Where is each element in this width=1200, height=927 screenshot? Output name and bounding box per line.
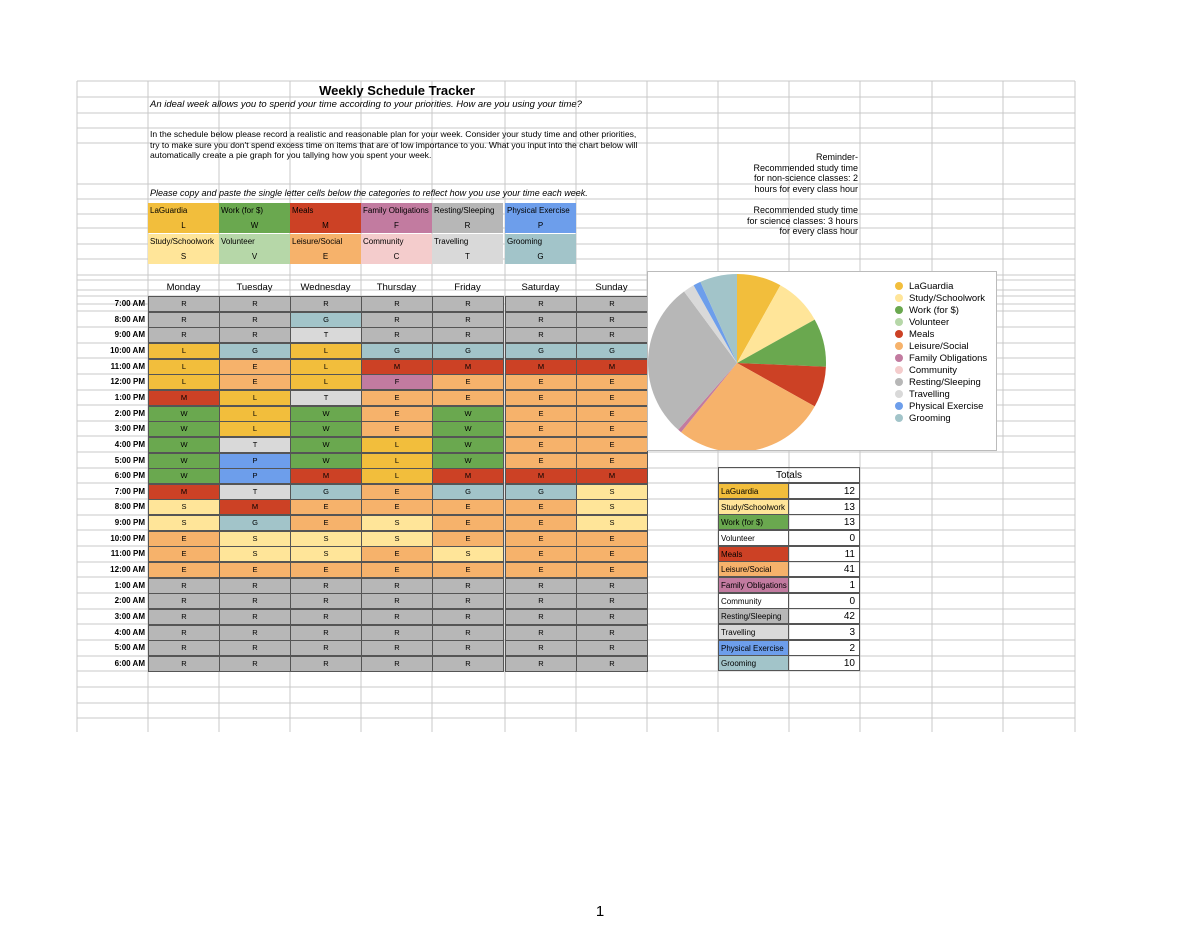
pie-legend-label: Community <box>909 365 958 376</box>
schedule-cell[interactable]: R <box>219 296 291 312</box>
legend-swatch-icon <box>895 366 903 374</box>
schedule-cell[interactable]: L <box>219 406 291 422</box>
schedule-cell[interactable]: W <box>290 406 362 422</box>
schedule-cell[interactable]: R <box>505 312 577 328</box>
pie-legend-item <box>895 281 953 293</box>
legend-swatch-icon <box>895 294 903 302</box>
schedule-cell[interactable]: G <box>290 312 362 328</box>
totals-value: 0 <box>788 593 860 609</box>
time-label: 10:00 AM <box>110 346 145 355</box>
schedule-cell[interactable]: E <box>148 531 220 547</box>
schedule-cell[interactable]: G <box>505 484 577 500</box>
schedule-cell[interactable]: R <box>219 578 291 594</box>
study-reminder: Reminder- Recommended study time for non-science classes: 2 hours for every class hour Recommended study time for science classes: 3 hours for every class hour <box>746 152 858 237</box>
schedule-cell[interactable]: T <box>290 390 362 406</box>
schedule-cell[interactable]: R <box>148 656 220 672</box>
schedule-cell[interactable]: E <box>505 499 577 515</box>
schedule-cell[interactable]: R <box>576 656 648 672</box>
schedule-cell[interactable]: E <box>576 421 648 437</box>
schedule-cell[interactable]: R <box>148 593 220 609</box>
schedule-cell[interactable]: E <box>432 562 504 578</box>
schedule-cell[interactable]: G <box>432 484 504 500</box>
schedule-cell[interactable]: E <box>505 421 577 437</box>
schedule-cell[interactable]: W <box>290 437 362 453</box>
schedule-cell[interactable]: E <box>219 562 291 578</box>
schedule-cell[interactable]: M <box>148 484 220 500</box>
totals-value: 0 <box>788 530 860 546</box>
category-label: Family Obligations <box>361 203 432 218</box>
schedule-cell[interactable]: R <box>361 296 433 312</box>
totals-label: Volunteer <box>718 530 789 546</box>
schedule-cell[interactable]: E <box>361 484 433 500</box>
legend-swatch-icon <box>895 354 903 362</box>
schedule-cell[interactable]: M <box>432 359 504 375</box>
schedule-cell[interactable]: S <box>576 484 648 500</box>
schedule-cell[interactable]: R <box>432 609 504 625</box>
schedule-cell[interactable]: R <box>148 609 220 625</box>
schedule-cell[interactable]: R <box>505 640 577 656</box>
totals-label: Resting/Sleeping <box>718 608 789 624</box>
legend-swatch-icon <box>895 402 903 410</box>
schedule-cell[interactable]: S <box>361 515 433 531</box>
copy-note: Please copy and paste the single letter cells below the categories to reflect how you use your time each week. <box>150 188 588 198</box>
totals-label: Grooming <box>718 655 789 671</box>
schedule-cell[interactable]: R <box>219 640 291 656</box>
schedule-cell[interactable]: R <box>432 640 504 656</box>
schedule-cell[interactable]: R <box>576 578 648 594</box>
totals-label: Community <box>718 593 789 609</box>
schedule-cell[interactable]: S <box>148 515 220 531</box>
schedule-cell[interactable]: R <box>432 656 504 672</box>
schedule-cell[interactable]: W <box>432 406 504 422</box>
schedule-cell[interactable]: E <box>505 406 577 422</box>
schedule-cell[interactable]: R <box>576 593 648 609</box>
legend-swatch-icon <box>895 306 903 314</box>
schedule-cell[interactable]: E <box>432 515 504 531</box>
schedule-cell[interactable]: R <box>505 593 577 609</box>
schedule-cell[interactable]: S <box>219 546 291 562</box>
schedule-cell[interactable]: W <box>290 421 362 437</box>
schedule-cell[interactable]: E <box>290 499 362 515</box>
day-header: Thursday <box>376 282 417 293</box>
legend-swatch-icon <box>895 342 903 350</box>
schedule-cell[interactable]: L <box>219 390 291 406</box>
schedule-cell[interactable]: W <box>290 453 362 469</box>
schedule-cell[interactable]: R <box>505 609 577 625</box>
time-label: 3:00 PM <box>114 424 145 433</box>
pie-legend-label: Volunteer <box>909 317 950 328</box>
pie-legend-item <box>895 305 959 317</box>
legend-swatch-icon <box>895 378 903 386</box>
totals-label: Travelling <box>718 624 789 640</box>
schedule-cell[interactable]: E <box>361 390 433 406</box>
totals-value: 2 <box>788 640 860 656</box>
category-label: Community <box>361 234 432 249</box>
time-label: 9:00 PM <box>114 518 145 527</box>
category-label: Travelling <box>432 234 503 249</box>
schedule-cell[interactable]: E <box>432 390 504 406</box>
time-label: 5:00 PM <box>114 456 145 465</box>
schedule-cell[interactable]: W <box>432 437 504 453</box>
pie-legend-item <box>895 293 985 305</box>
schedule-cell[interactable]: E <box>432 531 504 547</box>
schedule-cell[interactable]: R <box>290 656 362 672</box>
time-label: 11:00 AM <box>110 362 145 371</box>
schedule-cell[interactable]: R <box>361 593 433 609</box>
schedule-cell[interactable]: M <box>505 468 577 484</box>
pie-legend-label: Resting/Sleeping <box>909 377 981 388</box>
schedule-cell[interactable]: E <box>505 374 577 390</box>
day-header: Monday <box>166 282 201 293</box>
category-code[interactable]: F <box>361 218 432 233</box>
schedule-cell[interactable]: S <box>576 499 648 515</box>
schedule-cell[interactable]: M <box>290 468 362 484</box>
category-code[interactable]: W <box>219 218 290 233</box>
pie-legend-item <box>895 413 951 425</box>
schedule-cell[interactable]: S <box>148 499 220 515</box>
pie-legend-label: Family Obligations <box>909 353 988 364</box>
category-label: Grooming <box>505 234 576 249</box>
time-label: 2:00 AM <box>114 596 145 605</box>
day-header: Friday <box>454 282 481 293</box>
schedule-cell[interactable]: S <box>361 531 433 547</box>
day-header: Tuesday <box>236 282 273 293</box>
schedule-cell[interactable]: S <box>432 546 504 562</box>
category-label: Leisure/Social <box>290 234 361 249</box>
totals-value: 41 <box>788 561 860 577</box>
category-label: Physical Exercise <box>505 203 576 218</box>
schedule-cell[interactable]: E <box>505 437 577 453</box>
schedule-cell[interactable]: E <box>361 421 433 437</box>
schedule-cell[interactable]: R <box>148 578 220 594</box>
schedule-cell[interactable]: L <box>219 421 291 437</box>
totals-value: 42 <box>788 608 860 624</box>
totals-header: Totals <box>718 467 860 483</box>
schedule-cell[interactable]: R <box>576 640 648 656</box>
schedule-cell[interactable]: R <box>432 312 504 328</box>
category-label: Study/Schoolwork <box>148 234 219 249</box>
schedule-cell[interactable]: G <box>505 343 577 359</box>
totals-label: Work (for $) <box>718 514 789 530</box>
time-label: 4:00 PM <box>114 440 145 449</box>
schedule-cell[interactable]: S <box>219 531 291 547</box>
category-code[interactable]: V <box>219 249 290 264</box>
schedule-cell[interactable]: P <box>219 468 291 484</box>
schedule-cell[interactable]: R <box>290 625 362 641</box>
totals-value: 3 <box>788 624 860 640</box>
schedule-cell[interactable]: L <box>148 359 220 375</box>
schedule-cell[interactable]: W <box>148 468 220 484</box>
time-label: 7:00 AM <box>114 299 145 308</box>
totals-label: Study/Schoolwork <box>718 499 789 515</box>
category-label: Work (for $) <box>219 203 290 218</box>
schedule-cell[interactable]: F <box>361 374 433 390</box>
schedule-cell[interactable]: E <box>576 531 648 547</box>
category-code[interactable]: R <box>432 218 503 233</box>
schedule-cell[interactable]: E <box>576 374 648 390</box>
totals-value: 13 <box>788 514 860 530</box>
schedule-cell[interactable]: R <box>361 640 433 656</box>
schedule-cell[interactable]: L <box>361 437 433 453</box>
totals-value: 1 <box>788 577 860 593</box>
schedule-cell[interactable]: R <box>219 656 291 672</box>
schedule-cell[interactable]: M <box>576 359 648 375</box>
time-label: 2:00 PM <box>114 409 145 418</box>
time-label: 8:00 AM <box>114 315 145 324</box>
schedule-cell[interactable]: R <box>361 327 433 343</box>
schedule-cell[interactable]: M <box>219 499 291 515</box>
schedule-cell[interactable]: E <box>361 562 433 578</box>
schedule-cell[interactable]: E <box>576 453 648 469</box>
schedule-cell[interactable]: R <box>505 327 577 343</box>
schedule-cell[interactable]: R <box>576 327 648 343</box>
schedule-cell[interactable]: R <box>576 312 648 328</box>
schedule-cell[interactable]: W <box>148 406 220 422</box>
schedule-cell[interactable]: L <box>361 453 433 469</box>
pie-legend-item <box>895 317 949 329</box>
category-code[interactable]: M <box>290 218 361 233</box>
schedule-cell[interactable]: R <box>361 578 433 594</box>
time-label: 5:00 AM <box>114 643 145 652</box>
schedule-cell[interactable]: R <box>505 625 577 641</box>
category-label: Resting/Sleeping <box>432 203 503 218</box>
schedule-cell[interactable]: W <box>148 437 220 453</box>
pie-legend-item <box>895 389 950 401</box>
schedule-cell[interactable]: R <box>219 327 291 343</box>
schedule-cell[interactable]: M <box>361 359 433 375</box>
totals-label: LaGuardia <box>718 483 789 499</box>
schedule-cell[interactable]: R <box>290 578 362 594</box>
schedule-cell[interactable]: E <box>432 499 504 515</box>
time-label: 4:00 AM <box>114 628 145 637</box>
category-label: LaGuardia <box>148 203 219 218</box>
schedule-cell[interactable]: E <box>576 406 648 422</box>
schedule-cell[interactable]: S <box>290 531 362 547</box>
schedule-cell[interactable]: E <box>505 531 577 547</box>
pie-legend-item <box>895 401 983 413</box>
schedule-cell[interactable]: S <box>576 515 648 531</box>
legend-swatch-icon <box>895 330 903 338</box>
pie-legend-label: Physical Exercise <box>909 401 984 412</box>
totals-value: 13 <box>788 499 860 515</box>
category-code[interactable]: C <box>361 249 432 264</box>
schedule-cell[interactable]: L <box>361 468 433 484</box>
schedule-cell[interactable]: E <box>361 546 433 562</box>
totals-value: 12 <box>788 483 860 499</box>
category-code[interactable]: L <box>148 218 219 233</box>
pie-legend-label: Leisure/Social <box>909 341 969 352</box>
schedule-cell[interactable]: R <box>432 578 504 594</box>
schedule-cell[interactable]: E <box>505 453 577 469</box>
schedule-cell[interactable]: R <box>361 312 433 328</box>
schedule-cell[interactable]: E <box>576 390 648 406</box>
schedule-cell[interactable]: R <box>576 296 648 312</box>
schedule-cell[interactable]: L <box>148 343 220 359</box>
totals-label: Family Obligations <box>718 577 789 593</box>
schedule-cell[interactable]: R <box>219 593 291 609</box>
totals-label: Meals <box>718 546 789 562</box>
schedule-cell[interactable]: E <box>219 374 291 390</box>
schedule-cell[interactable]: R <box>219 609 291 625</box>
legend-swatch-icon <box>895 318 903 326</box>
schedule-cell[interactable]: R <box>505 578 577 594</box>
schedule-cell[interactable]: T <box>219 484 291 500</box>
schedule-cell[interactable]: M <box>432 468 504 484</box>
category-code[interactable]: G <box>505 249 576 264</box>
schedule-cell[interactable]: T <box>290 327 362 343</box>
schedule-cell[interactable]: E <box>505 562 577 578</box>
schedule-cell[interactable]: W <box>148 421 220 437</box>
schedule-cell[interactable]: E <box>148 562 220 578</box>
time-label: 7:00 PM <box>114 487 145 496</box>
schedule-cell[interactable]: G <box>290 484 362 500</box>
schedule-cell[interactable]: R <box>505 656 577 672</box>
schedule-cell[interactable]: R <box>148 296 220 312</box>
schedule-cell[interactable]: P <box>219 453 291 469</box>
time-label: 11:00 PM <box>110 549 145 558</box>
schedule-cell[interactable]: G <box>219 343 291 359</box>
schedule-cell[interactable]: G <box>576 343 648 359</box>
instructions: In the schedule below please record a realistic and reasonable plan for your week. Consider your study time and other priorities, try to make sure you don't spend excess time on items that are of low importance to you. What you input into the chart below will automatically create a pie graph for you tallying how you spent your week. <box>150 129 638 161</box>
schedule-cell[interactable]: E <box>505 546 577 562</box>
schedule-cell[interactable]: E <box>576 546 648 562</box>
time-label: 1:00 AM <box>114 581 145 590</box>
page-title: Weekly Schedule Tracker <box>319 83 475 98</box>
time-label: 6:00 AM <box>114 659 145 668</box>
totals-label: Leisure/Social <box>718 561 789 577</box>
time-label: 10:00 PM <box>110 534 145 543</box>
schedule-cell[interactable]: G <box>432 343 504 359</box>
schedule-cell[interactable]: E <box>290 562 362 578</box>
totals-value: 10 <box>788 655 860 671</box>
category-code[interactable]: P <box>505 218 576 233</box>
subtitle: An ideal week allows you to spend your time according to your priorities. How are you using your time? <box>150 99 582 110</box>
pie-legend-item <box>895 377 981 389</box>
schedule-cell[interactable]: R <box>219 312 291 328</box>
schedule-cell[interactable]: R <box>148 625 220 641</box>
day-header: Sunday <box>595 282 628 293</box>
totals-value: 11 <box>788 546 860 562</box>
pie-legend-item <box>895 353 987 365</box>
time-label: 8:00 PM <box>114 502 145 511</box>
day-header: Saturday <box>521 282 560 293</box>
category-code[interactable]: E <box>290 249 361 264</box>
category-code[interactable]: T <box>432 249 503 264</box>
schedule-cell[interactable]: S <box>290 546 362 562</box>
schedule-cell[interactable]: R <box>432 625 504 641</box>
pie-legend-label: Work (for $) <box>909 305 959 316</box>
schedule-cell[interactable]: R <box>290 296 362 312</box>
schedule-cell[interactable]: E <box>219 359 291 375</box>
time-label: 9:00 AM <box>114 330 145 339</box>
totals-label: Physical Exercise <box>718 640 789 656</box>
schedule-cell[interactable]: R <box>290 593 362 609</box>
schedule-cell[interactable]: E <box>148 546 220 562</box>
schedule-cell[interactable]: R <box>148 640 220 656</box>
schedule-cell[interactable]: R <box>432 296 504 312</box>
schedule-cell[interactable]: R <box>576 609 648 625</box>
legend-swatch-icon <box>895 390 903 398</box>
schedule-cell[interactable]: L <box>290 343 362 359</box>
schedule-cell[interactable]: M <box>148 390 220 406</box>
pie-legend-item <box>895 341 969 353</box>
schedule-cell[interactable]: E <box>290 515 362 531</box>
schedule-cell[interactable]: R <box>505 296 577 312</box>
schedule-cell[interactable]: W <box>148 453 220 469</box>
pie-legend-label: Grooming <box>909 413 951 424</box>
schedule-cell[interactable]: R <box>432 327 504 343</box>
day-header: Wednesday <box>300 282 351 293</box>
schedule-cell[interactable]: R <box>432 593 504 609</box>
page-number: 1 <box>595 903 605 920</box>
schedule-cell[interactable]: R <box>290 640 362 656</box>
category-label: Volunteer <box>219 234 290 249</box>
schedule-cell[interactable]: T <box>219 437 291 453</box>
schedule-cell[interactable]: R <box>576 625 648 641</box>
schedule-cell[interactable]: E <box>361 406 433 422</box>
schedule-cell[interactable]: R <box>290 609 362 625</box>
time-label: 3:00 AM <box>114 612 145 621</box>
schedule-cell[interactable]: E <box>576 562 648 578</box>
schedule-cell[interactable]: L <box>290 374 362 390</box>
schedule-cell[interactable]: R <box>361 656 433 672</box>
schedule-cell[interactable]: R <box>361 625 433 641</box>
legend-swatch-icon <box>895 414 903 422</box>
schedule-cell[interactable]: W <box>432 453 504 469</box>
schedule-cell[interactable]: R <box>361 609 433 625</box>
schedule-cell[interactable]: R <box>148 312 220 328</box>
pie-legend-label: LaGuardia <box>909 281 954 292</box>
schedule-cell[interactable]: E <box>361 499 433 515</box>
time-label: 6:00 PM <box>114 471 145 480</box>
pie-legend-item <box>895 329 934 341</box>
category-code[interactable]: S <box>148 249 219 264</box>
schedule-cell[interactable]: R <box>219 625 291 641</box>
pie-legend-label: Study/Schoolwork <box>909 293 986 304</box>
schedule-cell[interactable]: M <box>576 468 648 484</box>
schedule-cell[interactable]: G <box>219 515 291 531</box>
category-label: Meals <box>290 203 361 218</box>
schedule-cell[interactable]: E <box>576 437 648 453</box>
schedule-cell[interactable]: E <box>505 515 577 531</box>
pie-legend-label: Travelling <box>909 389 950 400</box>
schedule-cell[interactable]: L <box>290 359 362 375</box>
schedule-cell[interactable]: E <box>505 390 577 406</box>
pie-legend-item <box>895 365 957 377</box>
schedule-cell[interactable]: W <box>432 421 504 437</box>
schedule-cell[interactable]: R <box>148 327 220 343</box>
legend-swatch-icon <box>895 282 903 290</box>
schedule-cell[interactable]: M <box>505 359 577 375</box>
schedule-cell[interactable]: E <box>432 374 504 390</box>
pie-legend-label: Meals <box>909 329 935 340</box>
time-label: 1:00 PM <box>114 393 145 402</box>
time-label: 12:00 AM <box>110 565 145 574</box>
schedule-cell[interactable]: G <box>361 343 433 359</box>
schedule-cell[interactable]: L <box>148 374 220 390</box>
time-label: 12:00 PM <box>110 377 145 386</box>
